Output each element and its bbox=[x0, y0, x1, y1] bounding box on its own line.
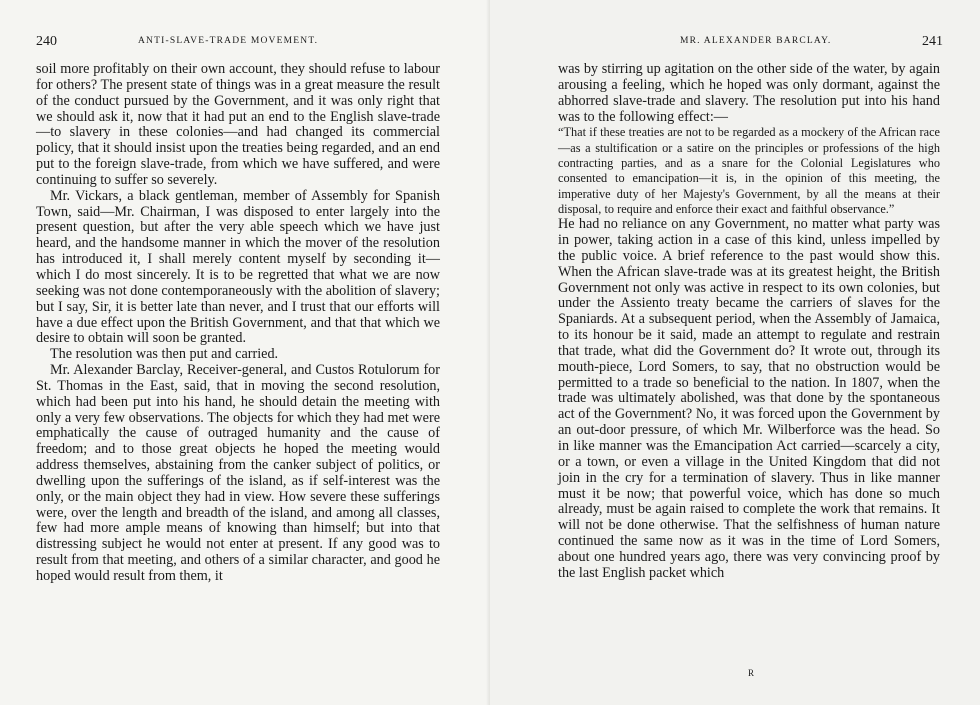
paragraph: Mr. Vickars, a black gentleman, member of Assembly for Spanish Town, said—Mr. Chairman, I was disposed to enter largely into the present question, but after the very able speech which we have just heard, and the handsome manner in which the mover of the resolution has introduced it, I shall merely content myself by seconding it—which I do most sincerely. It is to be regretted that what we are now seeking was not done contemporaneously with the abolition of slavery; but I say, Sir, it is better late than never, and I trust that our efforts will have a due effect upon the British Government, and that that which we desire to obtain will soon be granted. bbox=[36, 187, 440, 347]
page-number-left: 240 bbox=[36, 34, 57, 49]
signature-mark: R bbox=[748, 668, 755, 678]
running-head-left: ANTI-SLAVE-TRADE MOVEMENT. bbox=[138, 36, 319, 46]
paragraph: Mr. Alexander Barclay, Receiver-general, and Custos Rotulorum for St. Thomas in the East, said, that in moving the second resolution, which had been put into his hand, he should detain the meeting with only a very few observations. The objects for which they had met were emphatically the cause of outraged humanity and the cause of freedom; and to those great objects he hoped the meeting would address themselves, abstaining from the canker subject of politics, or dwelling upon the sufferings of the island, as if self-interest was the only, or the main object they had in view. How severe these sufferings were, over the length and breadth of the island, and among all classes, few had more ample means of knowing than himself; but into that distressing subject he would not enter at present. If any good was to result from that meeting, and others of a similar character, and good he hoped would result from them, it bbox=[36, 362, 440, 584]
resolution-quote: “That if these treaties are not to be regarded as a mockery of the African race—as a stultification or a satire on the principles or professions of the high contracting parties, and as a snare for the Colonial Legislatures who consented to emancipation—it is, in the opinion of this meeting, the imperative duty of her Majesty's Government, by all the means at their disposal, to require and enforce their exact and faithful observance.” bbox=[558, 125, 940, 216]
paragraph: He had no reliance on any Government, no matter what party was in power, taking action in a case of this kind, unless impelled by the public voice. A brief reference to the past would show this. When the African slave-trade was at its greatest height, the British Government not only was active in respect to its own colonies, but under the Assiento treaty became the carriers of slaves for the Spaniards. At a subsequent period, when the Assembly of Jamaica, to its honour be it said, made an attempt to regulate and restrain that trade, what did the Government do? It wrote out, through its mouth-piece, Lord Somers, to say, that no obstruction would be permitted to a trade so beneficial to the nation. In 1807, when the trade was ultimately abolished, was that done by the spontaneous act of the Government? No, it was forced upon the Government by an out-door pressure, of which Mr. Wilberforce was the head. So in like manner was the Emancipation Act carried—scarcely a city, or a town, or even a village in the United Kingdom that did not join in the cry for a termination of slavery. Thus in like manner must it be now; that powerful voice, which has done so much already, must be again raised to complete the work that remains. It will not be done otherwise. That the selfishness of human nature continued the same now as it was in the time of Lord Somers, about one hundred years ago, there was very convincing proof by the last English packet which bbox=[558, 216, 940, 581]
right-page bbox=[490, 0, 980, 705]
paragraph: The resolution was then put and carried. bbox=[50, 346, 279, 363]
page-number-right: 241 bbox=[922, 34, 943, 49]
right-page-body bbox=[558, 62, 940, 582]
paragraph: was by stirring up agitation on the other side of the water, by again arousing a feeling, which he hoped was only dormant, against the abhorred slave-trade and slavery. The resolution put into his hand was to the following effect:— bbox=[558, 61, 940, 125]
running-head-right: MR. ALEXANDER BARCLAY. bbox=[680, 36, 832, 46]
left-page-body bbox=[36, 62, 440, 585]
paragraph: soil more profitably on their own account, they should refuse to labour for others? The present state of things was in a great measure the result of the conduct pursued by the Government, and it was only right that we should ask it, now that it had put an end to the English slave-trade—to slavery in these colonies—and had changed its commercial policy, that it should insist upon the treaties being regarded, and an end put to the foreign slave-trade, from which we have suffered, and were continuing to suffer so severely. bbox=[36, 61, 440, 188]
